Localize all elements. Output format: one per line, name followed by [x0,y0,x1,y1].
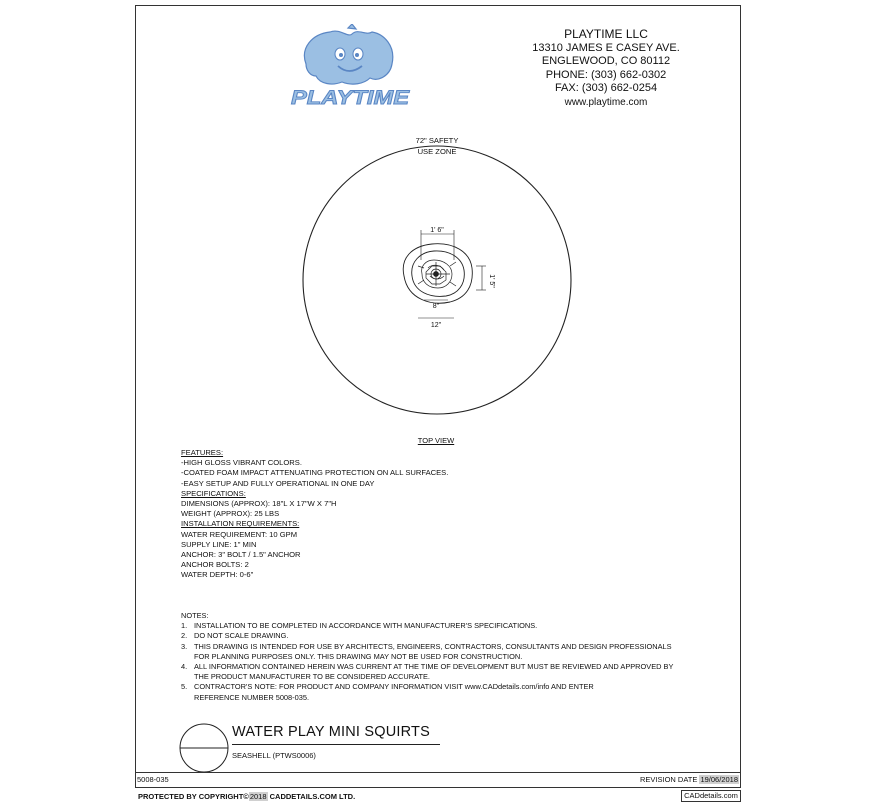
top-view-drawing [300,128,590,418]
company-fax: FAX: (303) 662-0254 [554,82,658,95]
title-underline [232,744,440,745]
drawing-number: 5008-035 [137,775,169,784]
seashell-squirt-icon [418,260,456,288]
specification-item: DIMENSIONS (APPROX): 18"L X 17"W X 7"H [181,499,337,509]
dim-width-label: 1' 6" [430,227,444,234]
copyright-suffix: CADDETAILS.COM LTD. [269,792,356,801]
company-info [520,28,692,110]
installation-item: ANCHOR: 3" BOLT / 1.5" ANCHOR [181,550,301,560]
notes-block [181,611,721,703]
note-number: 1. [181,621,188,631]
note-item [181,642,721,652]
specifications-heading: SPECIFICATIONS: [181,488,246,498]
note-item [181,662,721,672]
dim-inner-label: 8" [432,303,440,310]
note-text: CONTRACTOR'S NOTE: FOR PRODUCT AND COMPANY INFORMATION VISIT www.CADdetails.com/info AND ENTER [194,682,594,692]
company-phone: PHONE: (303) 662-0302 [545,68,667,81]
note-text: INSTALLATION TO BE COMPLETED IN ACCORDANCE WITH MANUFACTURER'S SPECIFICATIONS. [194,621,538,631]
note-item [181,682,721,692]
note-number: 2. [181,631,188,641]
smiling-sun-logo-icon [304,24,392,84]
company-name: PLAYTIME LLC [564,27,648,41]
revision-info [640,775,739,784]
installation-item: ANCHOR BOLTS: 2 [181,560,249,570]
note-number: 4. [181,662,188,672]
company-website: www.playtime.com [564,96,648,108]
logo-wordmark: PLAYTIME [291,88,411,109]
features-heading: FEATURES: [181,448,224,457]
note-text: THIS DRAWING IS INTENDED FOR USE BY ARCHITECTS, ENGINEERS, CONTRACTORS, CONSULTANTS AND DESIGN PROFESSIONALS [194,641,672,651]
copyright-prefix: PROTECTED BY COPYRIGHT© [138,792,249,801]
copyright-year: 2018 [249,792,267,801]
notes-heading: NOTES: [181,611,209,620]
specification-item: WEIGHT (APPROX): 25 LBS [181,509,280,519]
note-item [181,631,721,641]
feature-item: -EASY SETUP AND FULLY OPERATIONAL IN ONE DAY [181,478,375,488]
view-label: TOP VIEW [417,436,455,445]
dim-height-label: 1' 5" [488,274,495,288]
safety-zone-label-2: USE ZONE [417,147,457,156]
note-number: 5. [181,682,188,692]
caddetails-link[interactable]: CADdetails.com [681,790,741,802]
revision-label: REVISION DATE [639,775,698,784]
copyright-notice [138,792,355,801]
note-text: THE PRODUCT MANUFACTURER TO BE CONSIDERED ACCURATE. [194,672,430,682]
feature-item: -HIGH GLOSS VIBRANT COLORS. [181,458,302,468]
note-continuation [181,672,721,682]
title-block-divider [135,772,741,773]
note-text: DO NOT SCALE DRAWING. [194,631,289,641]
note-item [181,621,721,631]
note-text: FOR PLANNING PURPOSES ONLY. THIS DRAWING MAY NOT BE USED FOR CONSTRUCTION. [194,651,523,661]
note-number: 3. [181,641,188,651]
installation-item: WATER REQUIREMENT: 10 GPM [181,529,298,539]
safety-zone-label-1: 72" SAFETY [415,136,459,145]
installation-item: WATER DEPTH: 0-6" [181,570,254,580]
note-text: REFERENCE NUMBER 5008-035. [194,692,310,702]
feature-item: -COATED FOAM IMPACT ATTENUATING PROTECTION ON ALL SURFACES. [181,468,449,478]
revision-date: 19/06/2018 [700,775,738,784]
drawing-title: WATER PLAY MINI SQUIRTS [232,724,430,740]
note-text: ALL INFORMATION CONTAINED HEREIN WAS CURRENT AT THE TIME OF DEVELOPMENT BUT MUST BE REVIEWED AND APPROVED BY [194,662,674,672]
installation-item: SUPPLY LINE: 1" MIN [181,539,257,549]
playtime-logo [286,24,414,112]
company-address-1: 13310 JAMES E CASEY AVE. [532,41,680,54]
specifications-block [181,448,631,581]
company-address-2: ENGLEWOOD, CO 80112 [541,55,671,68]
note-continuation [181,652,721,662]
note-continuation [181,693,721,703]
dim-outer-label: 12" [430,322,442,329]
title-symbol-icon [178,722,230,774]
installation-heading: INSTALLATION REQUIREMENTS: [181,519,300,529]
drawing-subtitle: SEASHELL (PTWS0006) [232,751,316,760]
safety-zone-circle [303,146,571,414]
